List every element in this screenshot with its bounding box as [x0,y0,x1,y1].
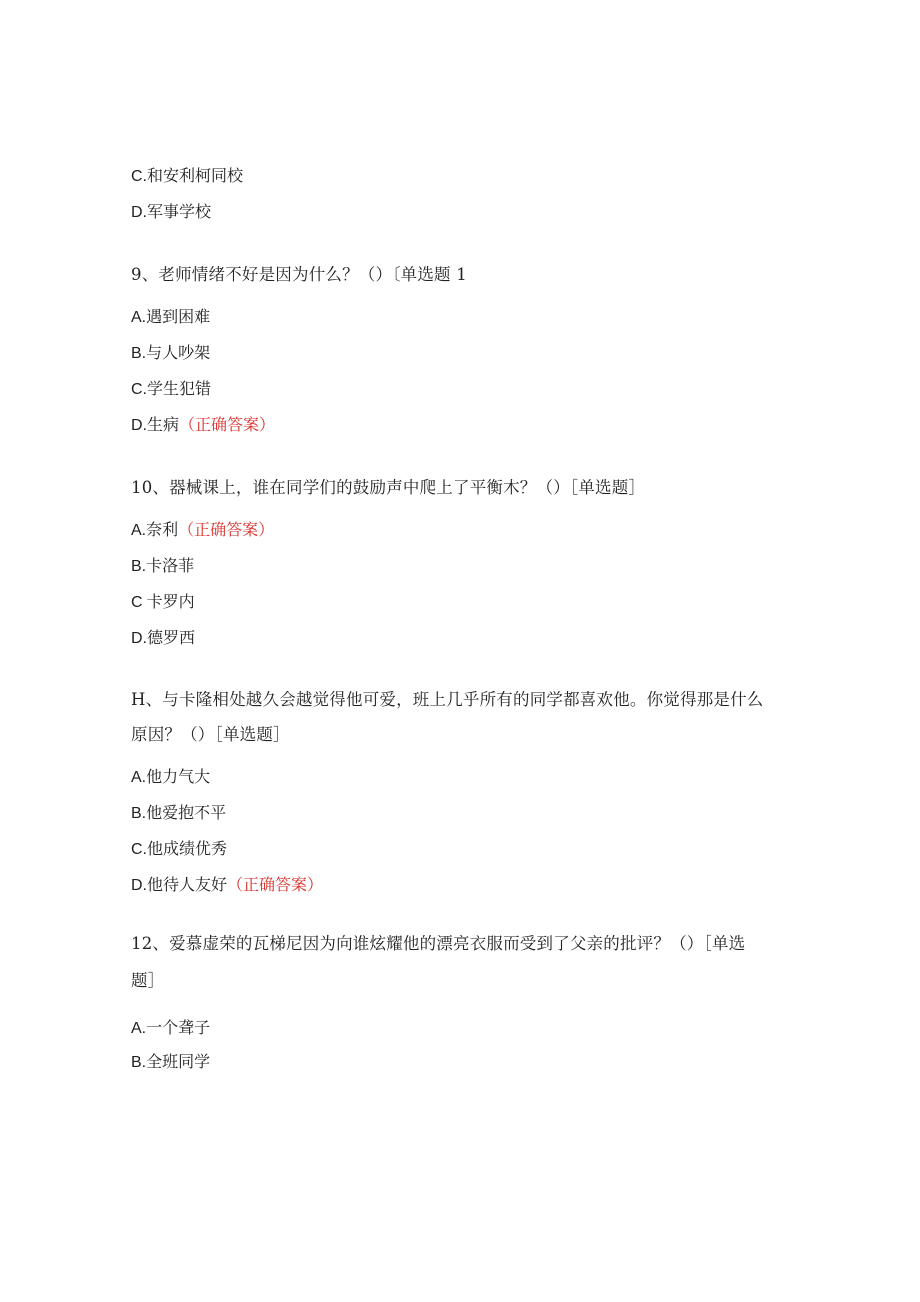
option-text: 他成绩优秀 [147,839,228,858]
option-b [131,1052,210,1073]
option-text: 与人吵架 [146,343,211,362]
option-text: 他爱抱不平 [146,803,227,822]
option-label: C. [131,168,147,185]
option-text: 卡罗内 [146,592,195,611]
option-label: B. [131,558,147,575]
option-label: B. [131,805,147,822]
option-text: 卡洛菲 [146,556,195,575]
option-text: 全班同学 [146,1052,211,1071]
option-label: D. [131,630,147,647]
option-a [131,307,210,328]
option-label: C [131,594,143,611]
question-12-line-2: 题］ [131,971,165,990]
option-label: D. [131,877,147,894]
option-b [131,556,194,577]
option-text: 德罗西 [147,628,196,647]
question-10: 10、器械课上，谁在同学们的鼓励声中爬上了平衡木？（）［单选题］ [131,478,646,497]
option-text: 遇到困难 [146,307,211,326]
option-b [131,343,210,364]
option-text: 学生犯错 [147,379,212,398]
option-label: A. [131,522,147,539]
option-text: 和安利柯同校 [147,166,244,185]
correct-answer-mark: （正确答案） [179,415,276,434]
option-a [131,767,210,788]
option-label: B. [131,1054,147,1071]
option-text: 生病 [147,415,180,434]
option-c [131,592,195,613]
option-label: A. [131,309,147,326]
question-12-line-1: 12、爱慕虚荣的瓦梯尼因为向谁炫耀他的漂亮衣服而受到了父亲的批评？（）［单选 [131,934,746,953]
option-d [131,415,275,436]
option-d [131,202,211,223]
option-label: A. [131,1020,147,1037]
option-d [131,875,323,896]
option-label: D. [131,204,147,221]
option-a [131,520,274,541]
correct-answer-mark: （正确答案） [178,520,275,539]
question-11-line-2: 原因？（）［单选题］ [131,725,290,744]
option-text: 他力气大 [146,767,211,786]
option-c [131,379,211,400]
option-text: 军事学校 [147,202,212,221]
option-label: C. [131,381,147,398]
option-label: A. [131,769,147,786]
option-text: 他待人友好 [147,875,228,894]
option-d [131,628,195,649]
option-c [131,839,227,860]
correct-answer-mark: （正确答案） [227,875,324,894]
option-a [131,1018,210,1039]
question-9: 9、老师情绪不好是因为什么？（）〔单选题 1 [131,265,467,284]
option-text: 奈利 [146,520,179,539]
option-b [131,803,226,824]
option-c [131,166,243,187]
option-label: B. [131,345,147,362]
option-label: C. [131,841,147,858]
option-text: 一个聋子 [146,1018,211,1037]
question-11-line-1: H、与卡隆相处越久会越觉得他可爱，班上几乎所有的同学都喜欢他。你觉得那是什么 [131,690,764,709]
option-label: D. [131,417,147,434]
